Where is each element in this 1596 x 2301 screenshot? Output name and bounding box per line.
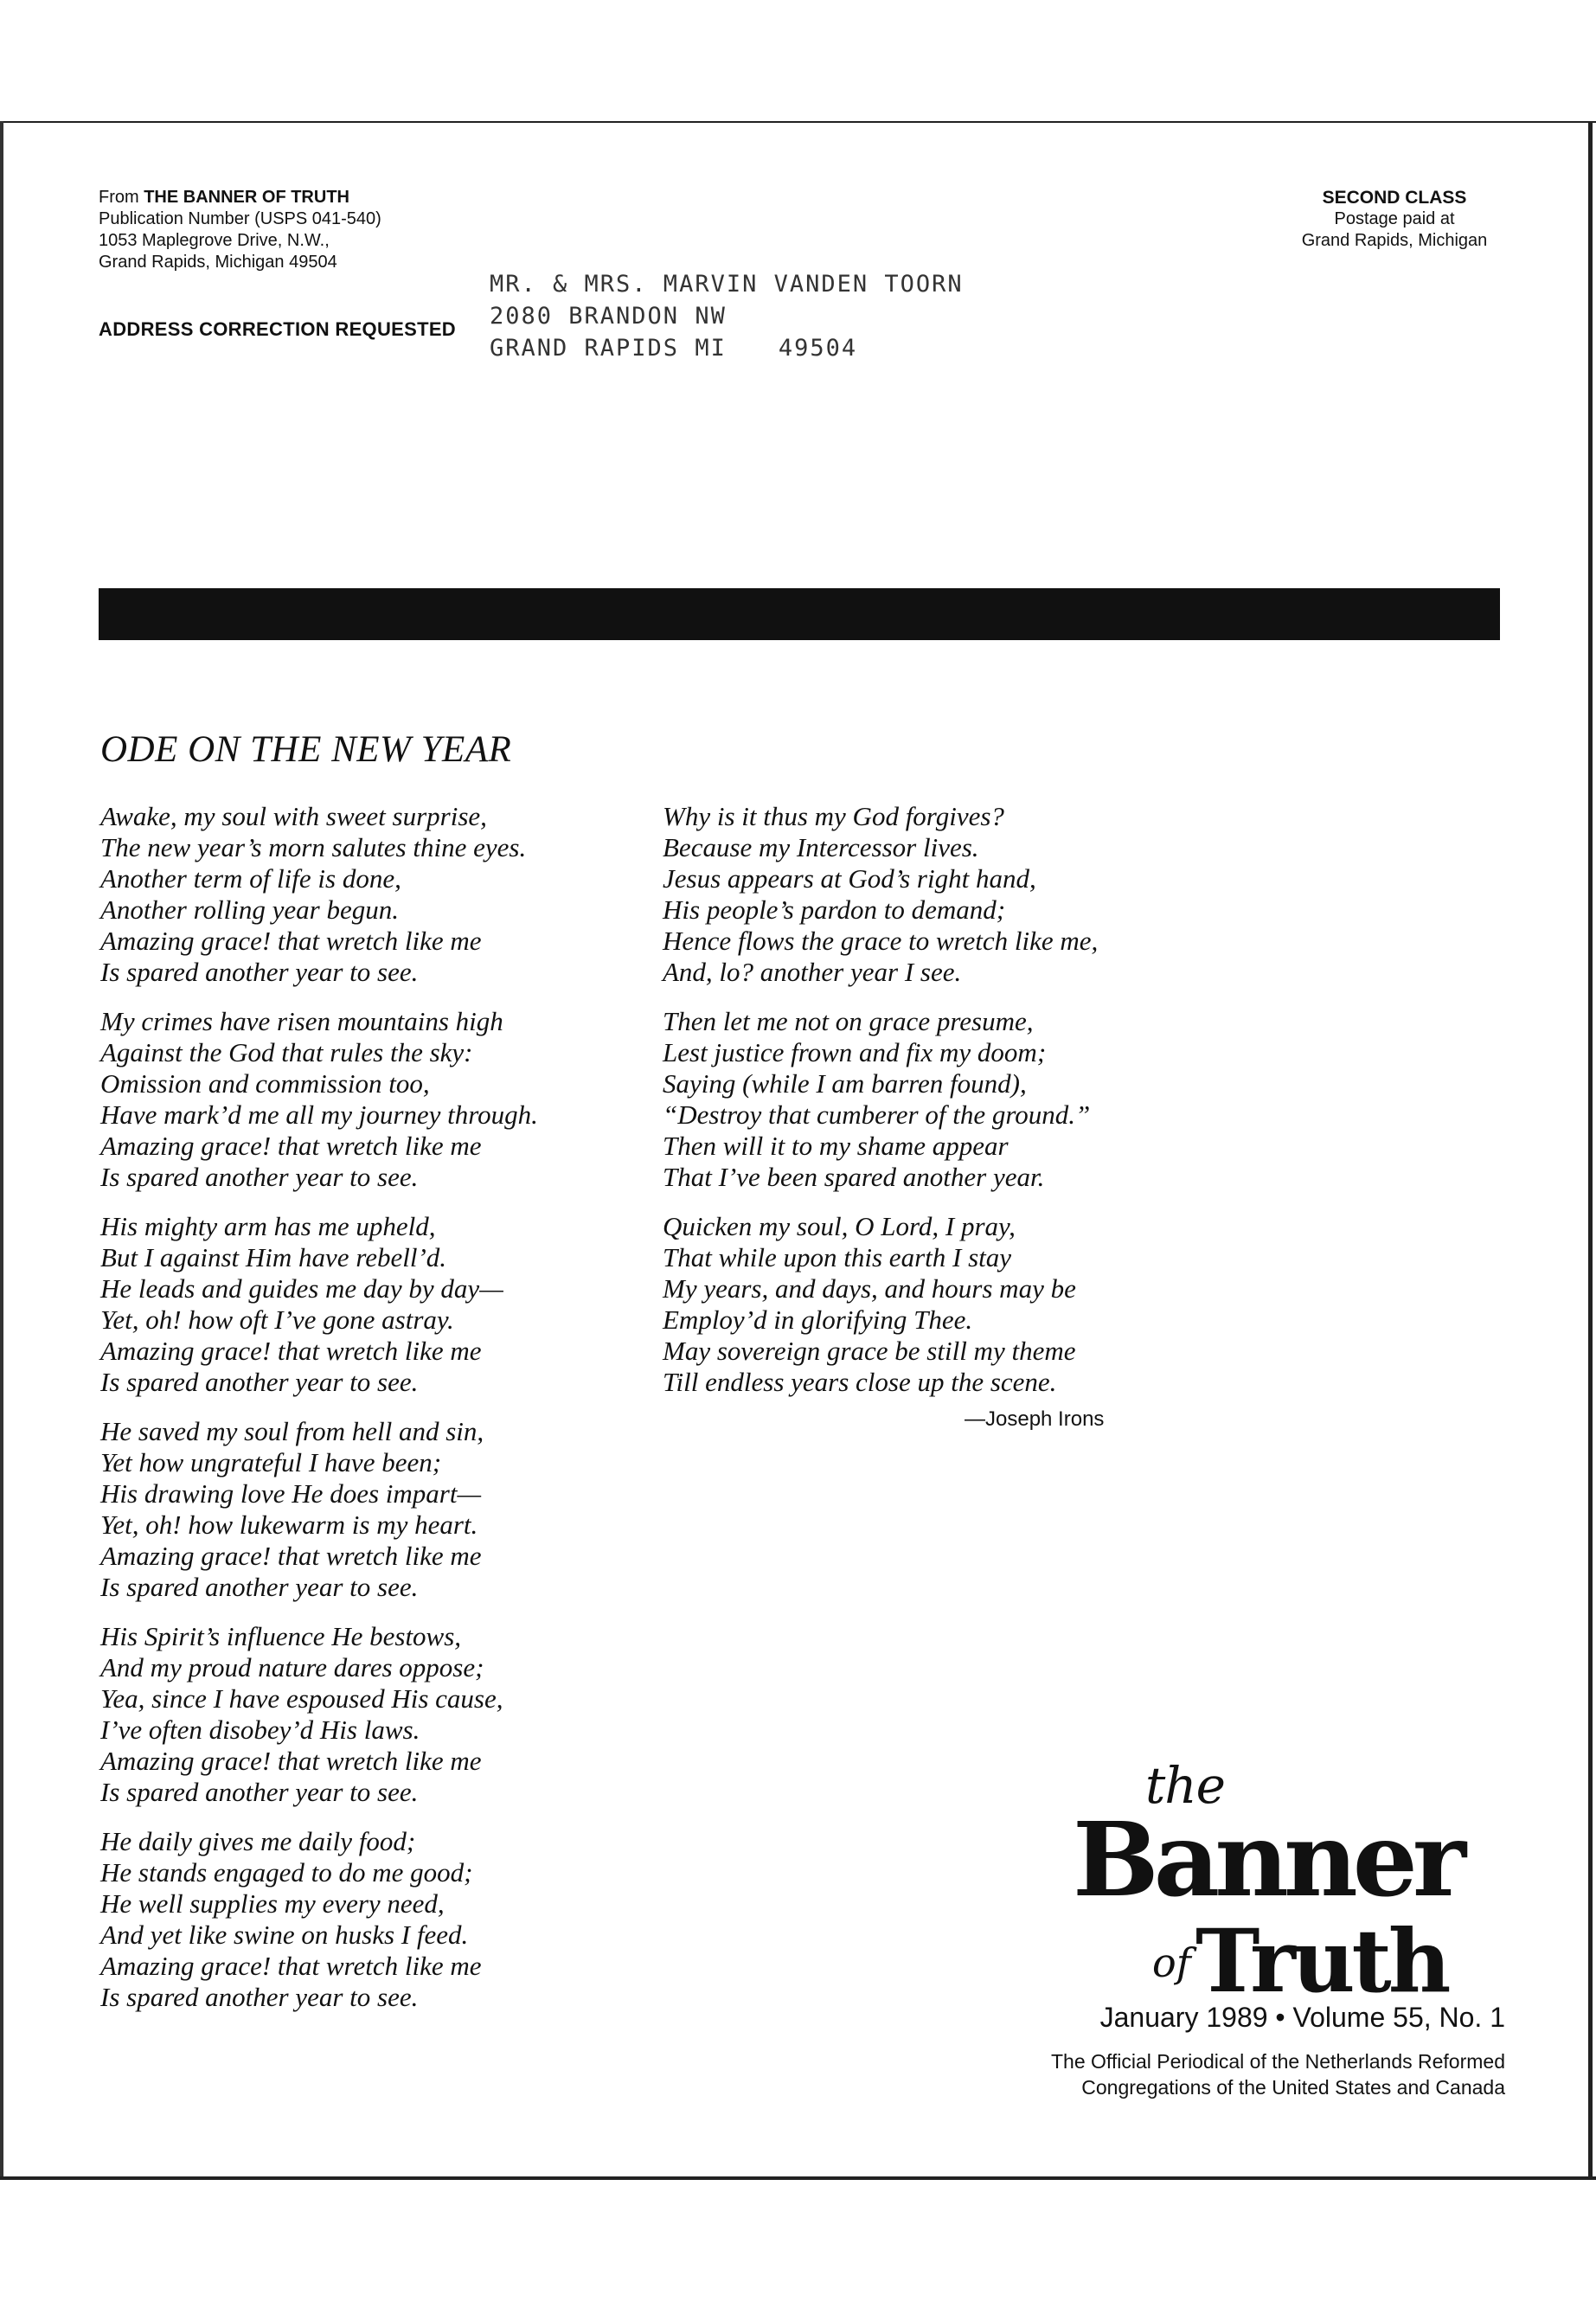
poem-line: His drawing love He does impart— [100,1478,482,1509]
poem-line: He well supplies my every need, [100,1888,445,1919]
masthead-truth: Truth [1195,1910,1448,2012]
poem-line: Yet, oh! how lukewarm is my heart. [100,1509,478,1540]
label-zip: 49504 [778,335,858,362]
address-correction-notice: ADDRESS CORRECTION REQUESTED [99,318,456,340]
label-name: MR. & MRS. MARVIN VANDEN TOORN [490,271,964,298]
poem-line: He leads and guides me day by day— [100,1273,503,1304]
poem-line: Amazing grace! that wretch like me [100,1746,482,1776]
poem-line: The new year’s morn salutes thine eyes. [100,832,527,862]
poem-line: Amazing grace! that wretch like me [100,1336,482,1366]
poem-line: Why is it thus my God forgives? [663,801,1004,831]
black-divider-bar [99,588,1500,640]
poem-stanza [100,801,637,988]
tagline-line-1: The Official Periodical of the Netherlands Reformed [1050,2050,1505,2073]
poem-line: His mighty arm has me upheld, [100,1211,436,1241]
poem-line: Then let me not on grace presume, [663,1006,1034,1036]
poem-line: “Destroy that cumberer of the ground.” [663,1099,1091,1130]
poem-line: And, lo? another year I see. [663,957,962,987]
poem-column-right [663,801,1199,1416]
return-city: Grand Rapids, Michigan 49504 [99,253,337,272]
poem-line: Yet, oh! how oft I’ve gone astray. [100,1304,454,1335]
mailing-label [490,268,964,364]
poem-stanza [100,1826,637,2013]
poem-line: And yet like swine on husks I feed. [100,1920,469,1950]
page-frame-top [0,121,1596,123]
poem-line: Amazing grace! that wretch like me [100,1951,482,1981]
return-street: 1053 Maplegrove Drive, N.W., [99,231,330,250]
return-address [99,187,381,273]
tagline-line-2: Congregations of the United States and Canada [1081,2076,1505,2099]
poem-line: Jesus appears at God’s right hand, [663,863,1036,894]
label-city: GRAND RAPIDS MI [490,335,727,362]
poem-stanza [100,1416,637,1603]
poem-line: Amazing grace! that wretch like me [100,1131,482,1161]
poem-line: Is spared another year to see. [100,1982,419,2012]
poem-line: His people’s pardon to demand; [663,894,1006,925]
issue-info: January 1989 • Volume 55, No. 1 [1099,2002,1505,2033]
poem-column-left [100,801,637,2031]
label-city-line [490,332,964,364]
publication-number: Publication Number (USPS 041-540) [99,209,381,228]
poem-line: Another term of life is done, [100,863,401,894]
poem-line: He saved my soul from hell and sin, [100,1416,484,1446]
poem-stanza [100,1006,637,1193]
poem-line: Yet how ungrateful I have been; [100,1447,442,1477]
postage-class: SECOND CLASS [1322,188,1467,208]
postage-line-1: Postage paid at [1334,209,1455,228]
masthead-logo [1064,1756,1514,2033]
poem-line: Then will it to my shame appear [663,1131,1009,1161]
poem-line: Is spared another year to see. [100,1777,419,1807]
page-frame-bottom [0,2176,1596,2180]
poem-line: Yea, since I have espoused His cause, [100,1683,503,1714]
poem-line: And my proud nature dares oppose; [100,1652,484,1682]
poem-line: That I’ve been spared another year. [663,1162,1045,1192]
publication-tagline [969,2048,1505,2100]
masthead-banner: Banner [1073,1799,1462,1920]
poem-line: Because my Intercessor lives. [663,832,979,862]
masthead-of: of [1152,1939,1191,1986]
poem-line: I’ve often disobey’d His laws. [100,1715,420,1745]
poem-line: He daily gives me daily food; [100,1826,416,1856]
from-prefix: From [99,188,144,207]
poem-line: Omission and commission too, [100,1068,430,1099]
poem-line: Is spared another year to see. [100,957,419,987]
poem-stanza [663,1211,1199,1398]
poem-title: ODE ON THE NEW YEAR [100,729,512,770]
poem-stanza [663,801,1199,988]
poem-line: Hence flows the grace to wretch like me, [663,926,1099,956]
poem-line: Against the God that rules the sky: [100,1037,473,1067]
poem-line: Another rolling year begun. [100,894,399,925]
poem-stanza [100,1211,637,1398]
page-frame-left [0,121,3,2180]
poem-line: Employ’d in glorifying Thee. [663,1304,973,1335]
poem-stanza [663,1006,1199,1193]
poem-line: Quicken my soul, O Lord, I pray, [663,1211,1016,1241]
poem-line: But I against Him have rebell’d. [100,1242,447,1272]
poem-line: My years, and days, and hours may be [663,1273,1076,1304]
poem-line: Is spared another year to see. [100,1162,419,1192]
poem-line: Is spared another year to see. [100,1367,419,1397]
label-street: 2080 BRANDON NW [490,303,727,330]
poem-line: My crimes have risen mountains high [100,1006,503,1036]
poem-line: He stands engaged to do me good; [100,1857,473,1888]
poem-line: Is spared another year to see. [100,1572,419,1602]
poem-author: —Joseph Irons [965,1407,1105,1431]
poem-line: Saying (while I am barren found), [663,1068,1027,1099]
poem-line: Amazing grace! that wretch like me [100,1541,482,1571]
poem-line: His Spirit’s influence He bestows, [100,1621,462,1651]
poem-line: Till endless years close up the scene. [663,1367,1057,1397]
poem-line: Awake, my soul with sweet surprise, [100,801,487,831]
postage-line-2: Grand Rapids, Michigan [1301,231,1488,250]
poem-line: Lest justice frown and fix my doom; [663,1037,1047,1067]
poem-line: Amazing grace! that wretch like me [100,926,482,956]
poem-stanza [100,1621,637,1808]
poem-line: May sovereign grace be still my theme [663,1336,1076,1366]
poem-line: That while upon this earth I stay [663,1242,1011,1272]
return-address-publisher-line [99,187,381,208]
poem-line: Have mark’d me all my journey through. [100,1099,538,1130]
masthead-the: the [1145,1756,1225,1815]
postage-indicia [1239,187,1550,252]
publisher-name: THE BANNER OF TRUTH [144,188,349,207]
page-frame-right [1588,121,1593,2180]
